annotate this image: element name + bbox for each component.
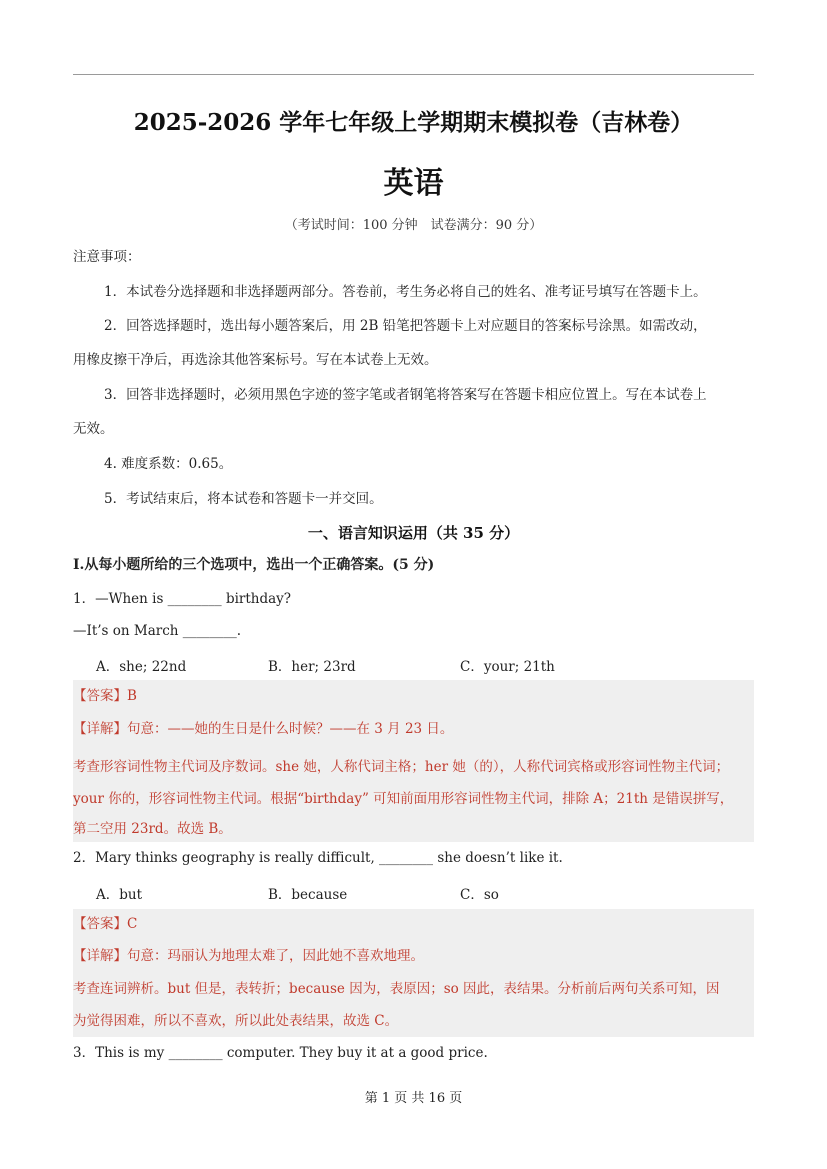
question-1-explain-line: your 你的，形容词性物主代词。根据“birthday” 可知前面用形容词性物主代词，排除 A；21th 是错误拼写， <box>73 791 734 807</box>
question-3-stem: 3．This is my ________ computer. They buy it at a good price. <box>73 1045 488 1061</box>
subject-title: 英语 <box>383 166 444 201</box>
question-2-answer: 【答案】C <box>73 916 138 932</box>
question-1-answer-box <box>73 680 754 842</box>
note-item: 无效。 <box>73 421 114 437</box>
question-2-option-c: C．so <box>460 887 499 903</box>
question-1-explain-line: 考查形容词性物主代词及序数词。she 她，人称代词主格；her 她（的），人称代词宾格或形容词性物主代词； <box>73 759 730 775</box>
question-1-answer: 【答案】B <box>73 688 137 704</box>
notes-heading: 注意事项： <box>73 249 141 265</box>
question-1-stem-2: —It’s on March ________. <box>73 623 242 639</box>
question-1-stem: 1．—When is ________ birthday? <box>73 591 292 607</box>
page-footer: 第 1 页 共 16 页 <box>364 1091 463 1106</box>
question-2-detail: 【详解】句意：玛丽认为地理太难了，因此她不喜欢地理。 <box>73 948 424 964</box>
question-2-stem: 2．Mary thinks geography is really difficult, ________ she doesn’t like it. <box>73 850 563 866</box>
note-item: 用橡皮擦干净后，再选涂其他答案标号。写在本试卷上无效。 <box>73 352 438 368</box>
note-item: 2．回答选择题时，选出每小题答案后，用 2B 铅笔把答题卡上对应题目的答案标号涂黑。如需改动， <box>104 318 707 334</box>
question-2-answer-box <box>73 909 754 1037</box>
note-item: 1．本试卷分选择题和非选择题两部分。答卷前，考生务必将自己的姓名、准考证号填写在答题卡上。 <box>104 284 707 300</box>
exam-meta: （考试时间：100 分钟 试卷满分：90 分） <box>284 218 543 233</box>
question-1-option-b: B．her; 23rd <box>268 659 356 675</box>
question-1-explain-line: 第二空用 23rd。故选 B。 <box>73 821 232 837</box>
note-item: 4. 难度系数：0.65。 <box>104 456 233 472</box>
header-rule <box>73 74 754 75</box>
note-item: 3．回答非选择题时，必须用黑色字迹的签字笔或者钢笔将答案写在答题卡相应位置上。写在本试卷上 <box>104 387 707 403</box>
question-2-option-a: A．but <box>96 887 143 903</box>
exam-title: 2025-2026 学年七年级上学期期末模拟卷（吉林卷） <box>133 109 694 136</box>
question-2-explain-line: 考查连词辨析。but 但是，表转折；because 因为，表原因；so 因此，表结果。分析前后两句关系可知，因 <box>73 981 720 997</box>
question-1-option-c: C．your; 21th <box>460 659 555 675</box>
question-2-explain-line: 为觉得困难，所以不喜欢，所以此处表结果，故选 C。 <box>73 1013 399 1029</box>
question-1-option-a: A．she; 22nd <box>96 659 187 675</box>
note-item: 5．考试结束后，将本试卷和答题卡一并交回。 <box>104 491 383 507</box>
part-instruction: I.从每小题所给的三个选项中，选出一个正确答案。(5 分) <box>73 557 435 573</box>
question-2-option-b: B．because <box>268 887 348 903</box>
question-1-detail: 【详解】句意：——她的生日是什么时候？——在 3 月 23 日。 <box>73 721 454 737</box>
section-title: 一、语言知识运用（共 35 分） <box>307 524 520 542</box>
